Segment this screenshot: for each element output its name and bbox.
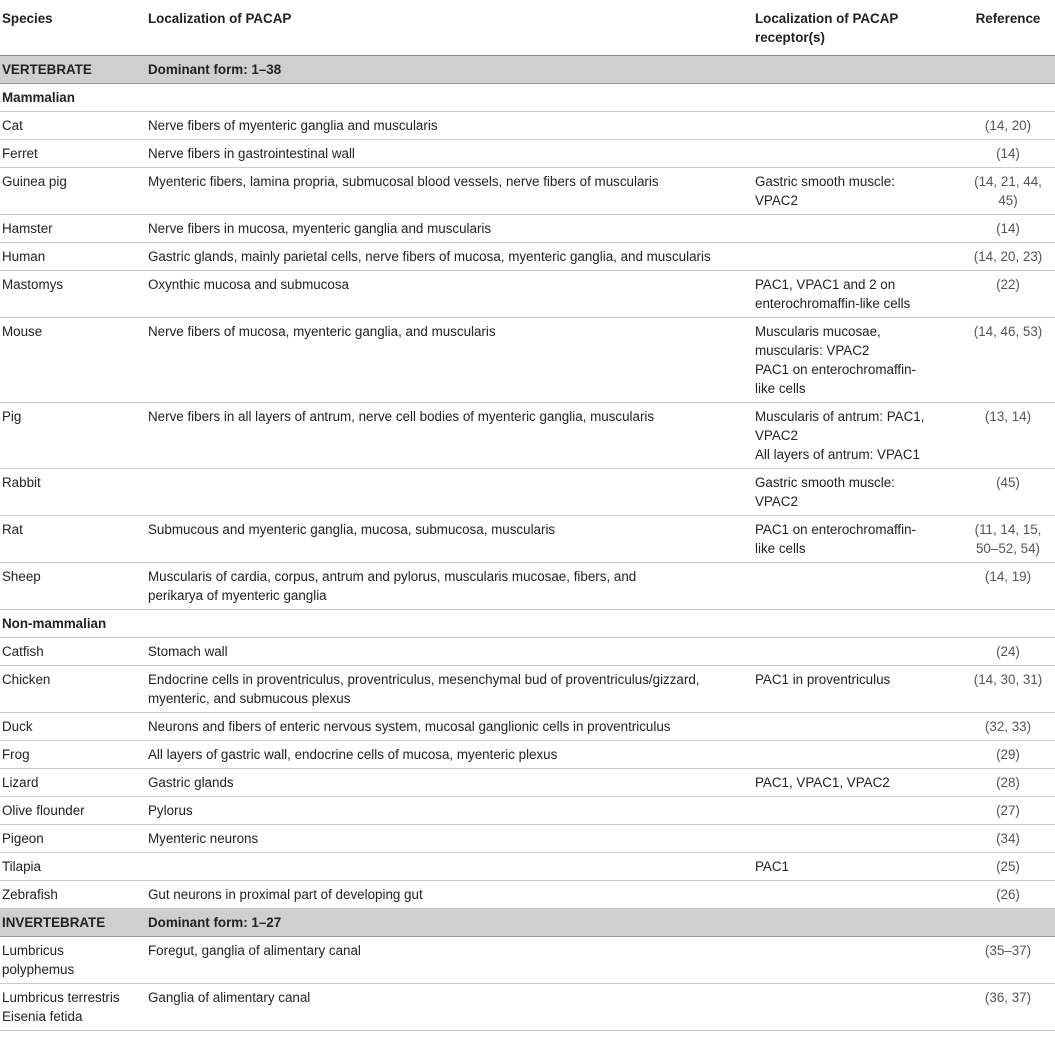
- table-row: [0, 713, 1055, 741]
- cell-pacap-localization: [146, 713, 753, 741]
- reference-line: (36, 37): [984, 990, 1032, 1005]
- cell-species: [0, 797, 146, 825]
- receptor-line: VPAC2: [755, 494, 798, 509]
- receptor-line: PAC1, VPAC1, VPAC2: [755, 775, 890, 790]
- receptor-line: PAC1, VPAC1 and 2 on: [755, 277, 896, 292]
- reference-line: (14, 21, 44, 45): [974, 174, 1042, 208]
- reference-line: (24): [996, 644, 1020, 659]
- pacap-line: myenteric, and submucous plexus: [148, 691, 351, 706]
- table-header: [0, 0, 1055, 56]
- cell-reference: [961, 403, 1055, 469]
- table-row: [0, 769, 1055, 797]
- cell-pacap-localization: [146, 168, 753, 215]
- cell-receptor-localization: [753, 984, 961, 1031]
- cell-species: [0, 825, 146, 853]
- header-reference: Reference: [961, 0, 1055, 56]
- reference-line: (28): [996, 775, 1020, 790]
- cell-pacap-localization: [146, 271, 753, 318]
- reference-line: (14): [996, 221, 1020, 236]
- table-row: [0, 271, 1055, 318]
- reference-line: (22): [996, 277, 1020, 292]
- reference-line: 50–52, 54): [975, 541, 1041, 556]
- receptor-line: VPAC2: [755, 428, 798, 443]
- cell-receptor-localization: [753, 469, 961, 516]
- cell-pacap-localization: [146, 769, 753, 797]
- cell-reference: [961, 112, 1055, 140]
- cell-receptor-localization: [753, 797, 961, 825]
- cell-reference: [961, 516, 1055, 563]
- cell-species: [0, 318, 146, 403]
- species-line: Guinea pig: [2, 174, 67, 189]
- cell-pacap-localization: [146, 318, 753, 403]
- reference-line: (14, 19): [984, 569, 1032, 584]
- cell-reference: [961, 741, 1055, 769]
- cell-pacap-localization: [146, 563, 753, 610]
- cell-species: [0, 881, 146, 909]
- pacap-line: Neurons and fibers of enteric nervous system, mucosal ganglionic cells in proventriculus: [148, 719, 671, 734]
- pacap-line: Gastric glands: [148, 775, 234, 790]
- group-label: Non-mammalian: [0, 610, 1055, 638]
- table-row: [0, 825, 1055, 853]
- cell-receptor-localization: [753, 140, 961, 168]
- section-label: INVERTEBRATE: [0, 909, 146, 937]
- cell-species: [0, 666, 146, 713]
- header-row: [0, 0, 1055, 56]
- cell-receptor-localization: [753, 516, 961, 563]
- species-line: Eisenia fetida: [2, 1009, 83, 1024]
- cell-species: [0, 741, 146, 769]
- receptor-line: VPAC2: [755, 193, 798, 208]
- group-label: Mammalian: [0, 84, 1055, 112]
- cell-species: [0, 984, 146, 1031]
- table-row: [0, 318, 1055, 403]
- pacap-line: Nerve fibers of mucosa, myenteric ganglia, and muscularis: [148, 324, 496, 339]
- cell-reference: [961, 168, 1055, 215]
- cell-species: [0, 638, 146, 666]
- pacap-line: Nerve fibers in all layers of antrum, nerve cell bodies of myenteric ganglia, muscularis: [148, 409, 655, 424]
- cell-pacap-localization: [146, 140, 753, 168]
- cell-pacap-localization: [146, 984, 753, 1031]
- pacap-line: Gastric glands, mainly parietal cells, nerve fibers of mucosa, myenteric ganglia, and muscularis: [148, 249, 711, 264]
- cell-receptor-localization: [753, 741, 961, 769]
- cell-receptor-localization: [753, 215, 961, 243]
- reference-line: (25): [996, 859, 1020, 874]
- cell-receptor-localization: [753, 713, 961, 741]
- cell-species: [0, 516, 146, 563]
- section-row: [0, 56, 1055, 84]
- species-line: Hamster: [2, 221, 53, 236]
- species-line: Frog: [2, 747, 30, 762]
- cell-receptor-localization: [753, 666, 961, 713]
- cell-species: [0, 937, 146, 984]
- receptor-line: All layers of antrum: VPAC1: [755, 447, 920, 462]
- cell-species: [0, 140, 146, 168]
- cell-receptor-localization: [753, 825, 961, 853]
- pacap-line: Oxynthic mucosa and submucosa: [148, 277, 349, 292]
- cell-reference: [961, 881, 1055, 909]
- cell-receptor-localization: [753, 638, 961, 666]
- table-row: [0, 403, 1055, 469]
- species-line: Rat: [2, 522, 23, 537]
- table-row: [0, 741, 1055, 769]
- table-row: [0, 666, 1055, 713]
- cell-receptor-localization: [753, 881, 961, 909]
- table-row: [0, 140, 1055, 168]
- receptor-line: Gastric smooth muscle:: [755, 475, 895, 490]
- receptor-line: Muscularis of antrum: PAC1,: [755, 409, 925, 424]
- cell-reference: [961, 825, 1055, 853]
- table-row: [0, 638, 1055, 666]
- cell-species: [0, 271, 146, 318]
- reference-line: (14, 46, 53): [973, 324, 1043, 339]
- table-row: [0, 853, 1055, 881]
- receptor-line: like cells: [755, 381, 806, 396]
- pacap-line: Foregut, ganglia of alimentary canal: [148, 943, 361, 958]
- reference-line: (34): [996, 831, 1020, 846]
- cell-receptor-localization: [753, 403, 961, 469]
- pacap-line: Nerve fibers of myenteric ganglia and muscularis: [148, 118, 438, 133]
- species-line: Sheep: [2, 569, 41, 584]
- cell-reference: [961, 666, 1055, 713]
- cell-pacap-localization: [146, 516, 753, 563]
- cell-pacap-localization: [146, 881, 753, 909]
- receptor-line: PAC1 on enterochromaffin-: [755, 522, 917, 537]
- receptor-line: PAC1 on enterochromaffin-: [755, 362, 917, 377]
- pacap-line: Muscularis of cardia, corpus, antrum and pylorus, muscularis mucosae, fibers, and: [148, 569, 637, 584]
- species-line: Pigeon: [2, 831, 44, 846]
- cell-reference: [961, 318, 1055, 403]
- table-row: [0, 215, 1055, 243]
- species-line: Mastomys: [2, 277, 64, 292]
- receptor-line: Muscularis mucosae,: [755, 324, 881, 339]
- section-dominant-form: Dominant form: 1–27: [146, 909, 1055, 937]
- reference-line: (29): [996, 747, 1020, 762]
- table-row: [0, 881, 1055, 909]
- cell-reference: [961, 271, 1055, 318]
- table-row: [0, 984, 1055, 1031]
- reference-line: (14, 30, 31): [973, 672, 1043, 687]
- cell-pacap-localization: [146, 403, 753, 469]
- cell-species: [0, 469, 146, 516]
- reference-line: (45): [996, 475, 1020, 490]
- species-line: Rabbit: [2, 475, 41, 490]
- receptor-line: Gastric smooth muscle:: [755, 174, 895, 189]
- cell-pacap-localization: [146, 797, 753, 825]
- table-row: [0, 168, 1055, 215]
- pacap-line: Ganglia of alimentary canal: [148, 990, 311, 1005]
- species-line: polyphemus: [2, 962, 75, 977]
- cell-pacap-localization: [146, 937, 753, 984]
- species-line: Ferret: [2, 146, 38, 161]
- reference-line: (26): [996, 887, 1020, 902]
- species-line: Mouse: [2, 324, 43, 339]
- reference-line: (35–37): [984, 943, 1032, 958]
- cell-receptor-localization: [753, 769, 961, 797]
- pacap-line: perikarya of myenteric ganglia: [148, 588, 327, 603]
- table-row: [0, 112, 1055, 140]
- cell-reference: [961, 937, 1055, 984]
- table-row: [0, 937, 1055, 984]
- cell-pacap-localization: [146, 469, 753, 516]
- reference-line: (27): [996, 803, 1020, 818]
- reference-line: (11, 14, 15,: [974, 522, 1042, 537]
- table-row: [0, 797, 1055, 825]
- pacap-line: Myenteric neurons: [148, 831, 259, 846]
- cell-reference: [961, 713, 1055, 741]
- pacap-line: Submucous and myenteric ganglia, mucosa, submucosa, muscularis: [148, 522, 556, 537]
- species-line: Olive flounder: [2, 803, 85, 818]
- species-line: Chicken: [2, 672, 51, 687]
- reference-line: (14): [996, 146, 1020, 161]
- cell-receptor-localization: [753, 243, 961, 271]
- cell-pacap-localization: [146, 112, 753, 140]
- header-species: Species: [0, 0, 146, 56]
- cell-species: [0, 563, 146, 610]
- reference-line: (14, 20, 23): [973, 249, 1043, 264]
- cell-receptor-localization: [753, 168, 961, 215]
- cell-reference: [961, 469, 1055, 516]
- pacap-line: Pylorus: [148, 803, 193, 818]
- pacap-line: Stomach wall: [148, 644, 228, 659]
- cell-receptor-localization: [753, 271, 961, 318]
- species-line: Duck: [2, 719, 33, 734]
- cell-receptor-localization: [753, 318, 961, 403]
- pacap-line: Nerve fibers in mucosa, myenteric ganglia and muscularis: [148, 221, 492, 236]
- receptor-line: PAC1 in proventriculus: [755, 672, 891, 687]
- reference-line: (13, 14): [984, 409, 1032, 424]
- cell-reference: [961, 984, 1055, 1031]
- cell-species: [0, 215, 146, 243]
- cell-pacap-localization: [146, 666, 753, 713]
- species-line: Lizard: [2, 775, 39, 790]
- reference-line: (32, 33): [984, 719, 1032, 734]
- cell-receptor-localization: [753, 853, 961, 881]
- section-label: VERTEBRATE: [0, 56, 146, 84]
- reference-line: (14, 20): [984, 118, 1032, 133]
- section-dominant-form: Dominant form: 1–38: [146, 56, 1055, 84]
- species-line: Human: [2, 249, 46, 264]
- cell-reference: [961, 140, 1055, 168]
- cell-receptor-localization: [753, 937, 961, 984]
- cell-species: [0, 403, 146, 469]
- table-row: [0, 469, 1055, 516]
- cell-receptor-localization: [753, 563, 961, 610]
- cell-species: [0, 769, 146, 797]
- cell-pacap-localization: [146, 741, 753, 769]
- receptor-line: PAC1: [755, 859, 789, 874]
- cell-reference: [961, 215, 1055, 243]
- cell-receptor-localization: [753, 112, 961, 140]
- pacap-line: Endocrine cells in proventriculus, proventriculus, mesenchymal bud of proventriculus/gizzard,: [148, 672, 700, 687]
- pacap-line: Myenteric fibers, lamina propria, submucosal blood vessels, nerve fibers of muscularis: [148, 174, 659, 189]
- cell-pacap-localization: [146, 853, 753, 881]
- cell-species: [0, 853, 146, 881]
- cell-species: [0, 713, 146, 741]
- cell-reference: [961, 563, 1055, 610]
- table-row: [0, 516, 1055, 563]
- cell-pacap-localization: [146, 638, 753, 666]
- cell-reference: [961, 853, 1055, 881]
- cell-reference: [961, 243, 1055, 271]
- pacap-line: Gut neurons in proximal part of developing gut: [148, 887, 423, 902]
- cell-reference: [961, 638, 1055, 666]
- cell-pacap-localization: [146, 243, 753, 271]
- header-localization-receptor: Localization of PACAP receptor(s): [753, 0, 961, 56]
- cell-reference: [961, 769, 1055, 797]
- table-row: [0, 243, 1055, 271]
- species-line: Lumbricus: [2, 943, 64, 958]
- species-line: Cat: [2, 118, 23, 133]
- receptor-line: like cells: [755, 541, 806, 556]
- receptor-line: enterochromaffin-like cells: [755, 296, 911, 311]
- table-row: [0, 563, 1055, 610]
- cell-species: [0, 243, 146, 271]
- species-line: Catfish: [2, 644, 44, 659]
- species-line: Tilapia: [2, 859, 41, 874]
- group-row: [0, 84, 1055, 112]
- section-row: [0, 909, 1055, 937]
- pacap-line: All layers of gastric wall, endocrine cells of mucosa, myenteric plexus: [148, 747, 558, 762]
- pacap-line: Nerve fibers in gastrointestinal wall: [148, 146, 355, 161]
- receptor-line: muscularis: VPAC2: [755, 343, 870, 358]
- cell-pacap-localization: [146, 825, 753, 853]
- species-line: Lumbricus terrestris: [2, 990, 120, 1005]
- cell-species: [0, 168, 146, 215]
- cell-reference: [961, 797, 1055, 825]
- cell-pacap-localization: [146, 215, 753, 243]
- group-row: [0, 610, 1055, 638]
- header-localization-pacap: Localization of PACAP: [146, 0, 753, 56]
- species-line: Zebrafish: [2, 887, 58, 902]
- table-body: [0, 56, 1055, 1031]
- species-line: Pig: [2, 409, 22, 424]
- cell-species: [0, 112, 146, 140]
